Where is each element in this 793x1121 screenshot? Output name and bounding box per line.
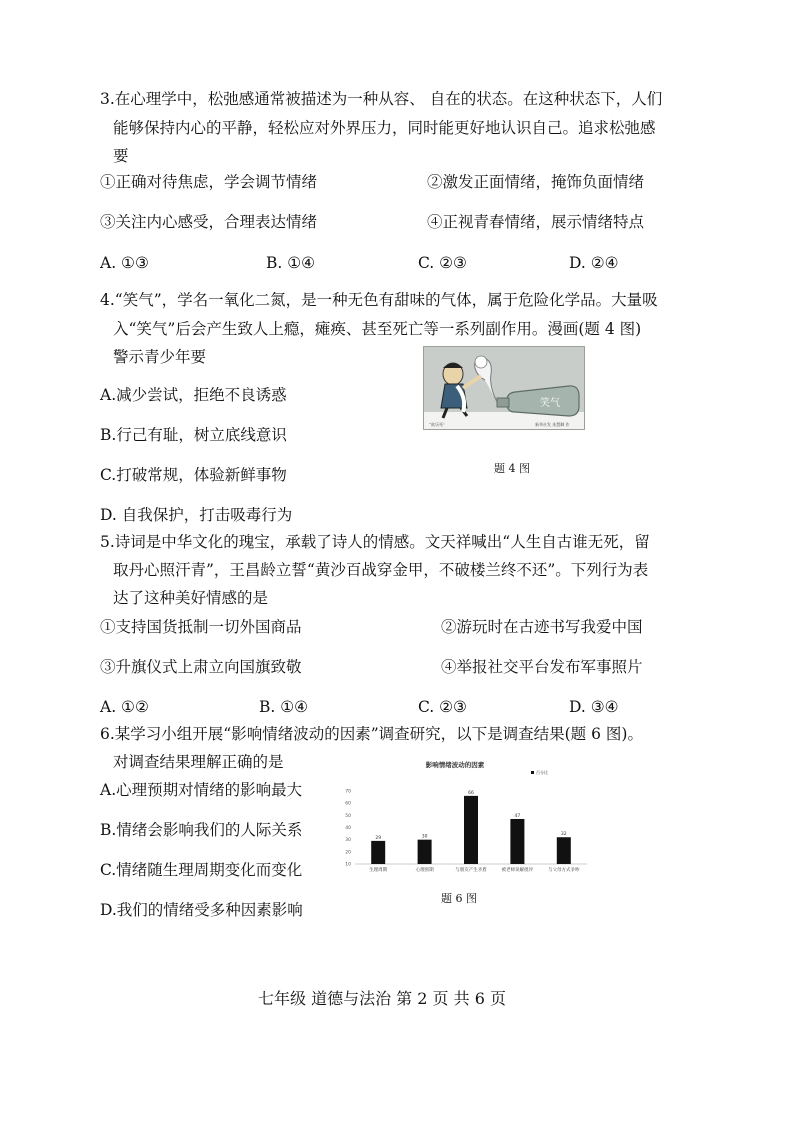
q3-choice-d: D. ②④	[569, 254, 619, 272]
cartoon-credit: 新华社发 朱慧卿 作	[535, 422, 570, 427]
q3-stem-line-2: 能够保持内心的平静，轻松应对外界压力，同时能更好地认识自己。追求松弛感	[113, 119, 656, 137]
q4-stem-line-3: 警示青少年要	[113, 348, 207, 366]
q3-choice-c: C. ②③	[418, 254, 467, 272]
q3-choice-a: A. ①③	[100, 254, 149, 272]
q3-option-4: ④正视青春情绪，展示情绪特点	[427, 213, 645, 231]
q3-option-1: ①正确对待焦虑，学会调节情绪	[100, 173, 318, 191]
q3-stem-line-3: 要	[113, 147, 129, 165]
figure-4-caption: 题 4 图	[494, 462, 530, 475]
legend-label: 百分比	[536, 770, 548, 775]
q6-choice-b: B.情绪会影响我们的人际关系	[100, 821, 303, 839]
bar-value-label: 47	[514, 813, 521, 819]
emotion-factors-bar-chart	[335, 757, 590, 879]
q4-choice-d: D. 自我保护，打击吸毒行为	[100, 506, 293, 524]
bar	[510, 819, 524, 864]
x-tick-label: 与父母方式争吵	[548, 868, 580, 873]
q6-stem-line-2: 对调查结果理解正确的是	[113, 753, 284, 771]
q5-option-1: ①支持国货抵制一切外国商品	[100, 618, 302, 636]
q3-choice-b: B. ①④	[266, 254, 316, 272]
q5-option-3: ③升旗仪式上肃立向国旗致敬	[100, 658, 302, 676]
page-footer: 七年级 道德与法治 第 2 页 共 6 页	[258, 989, 506, 1008]
bar	[418, 840, 432, 864]
q4-stem-line-1: 4.“笑气”，学名一氧化二氮，是一种无色有甜味的气体，属于危险化学品。大量吸	[100, 291, 658, 309]
laughing-gas-cartoon	[423, 346, 585, 430]
q5-stem-line-3: 达了这种美好情感的是	[113, 589, 269, 607]
q5-option-4: ④举报社交平台发布军事照片	[441, 658, 643, 676]
q3-option-3: ③关注内心感受，合理表达情绪	[100, 213, 318, 231]
bar-value-label: 30	[421, 834, 428, 840]
q5-choice-b: B. ①④	[259, 698, 309, 716]
y-tick-label: 40	[345, 826, 351, 831]
bar-value-label: 66	[468, 790, 474, 796]
q5-stem-line-1: 5.诗词是中华文化的瑰宝，承载了诗人的情感。文天祥喊出“人生自古谁无死，留	[100, 533, 650, 551]
q5-stem-line-2: 取丹心照汗青”，王昌龄立誓“黄沙百战穿金甲，不破楼兰终不还”。下列行为表	[113, 561, 649, 579]
y-tick-label: 30	[345, 838, 351, 844]
bar	[371, 841, 385, 864]
cartoon-title-small: “欲乐死”	[429, 422, 446, 427]
legend-swatch	[531, 771, 534, 774]
q6-stem-line-1: 6.某学习小组开展“影响情绪波动的因素”调查研究，以下是调查结果(题 6 图)。	[100, 725, 643, 743]
x-tick-label: 心理预期	[415, 868, 434, 873]
q4-choice-a: A.减少尝试，拒绝不良诱惑	[100, 386, 287, 404]
q6-choice-c: C.情绪随生理周期变化而变化	[100, 861, 303, 879]
q6-choice-a: A.心理预期对情绪的影响最大	[100, 781, 303, 799]
chart-title: 影响情绪波动的因素	[425, 761, 485, 769]
y-tick-label: 10	[345, 862, 351, 868]
y-tick-label: 50	[345, 813, 351, 819]
figure-6-caption: 题 6 图	[441, 892, 477, 905]
q4-choice-b: B.行己有耻，树立底线意识	[100, 426, 287, 444]
bar-value-label: 29	[375, 835, 382, 841]
bar	[557, 837, 571, 864]
x-tick-label: 被老师误解批评	[501, 868, 534, 873]
q4-choice-c: C.打破常规，体验新鲜事物	[100, 466, 287, 484]
bottle-label: 笑气	[540, 398, 560, 409]
y-tick-label: 70	[345, 789, 351, 795]
y-tick-label: 20	[345, 850, 351, 856]
q4-stem-line-2: 入“笑气”后会产生致人上瘾，瘫痪、甚至死亡等一系列副作用。漫画(题 4 图)	[113, 320, 642, 338]
q3-option-2: ②激发正面情绪，掩饰负面情绪	[427, 173, 645, 191]
y-tick-label: 60	[345, 801, 351, 807]
x-tick-label: 与朋友产生矛盾	[455, 868, 487, 873]
q5-choice-a: A. ①②	[100, 698, 149, 716]
q5-choice-d: D. ③④	[569, 698, 619, 716]
bar-value-label: 32	[560, 832, 567, 838]
x-tick-label: 生理周期	[369, 868, 388, 873]
q3-stem-line-1: 3.在心理学中，松弛感通常被描述为一种从容、 自在的状态。在这种状态下，人们	[100, 90, 663, 108]
q5-choice-c: C. ②③	[418, 698, 467, 716]
bar	[464, 796, 478, 864]
q5-option-2: ②游玩时在古迹书写我爱中国	[441, 618, 643, 636]
q6-choice-d: D.我们的情绪受多种因素影响	[100, 901, 303, 919]
